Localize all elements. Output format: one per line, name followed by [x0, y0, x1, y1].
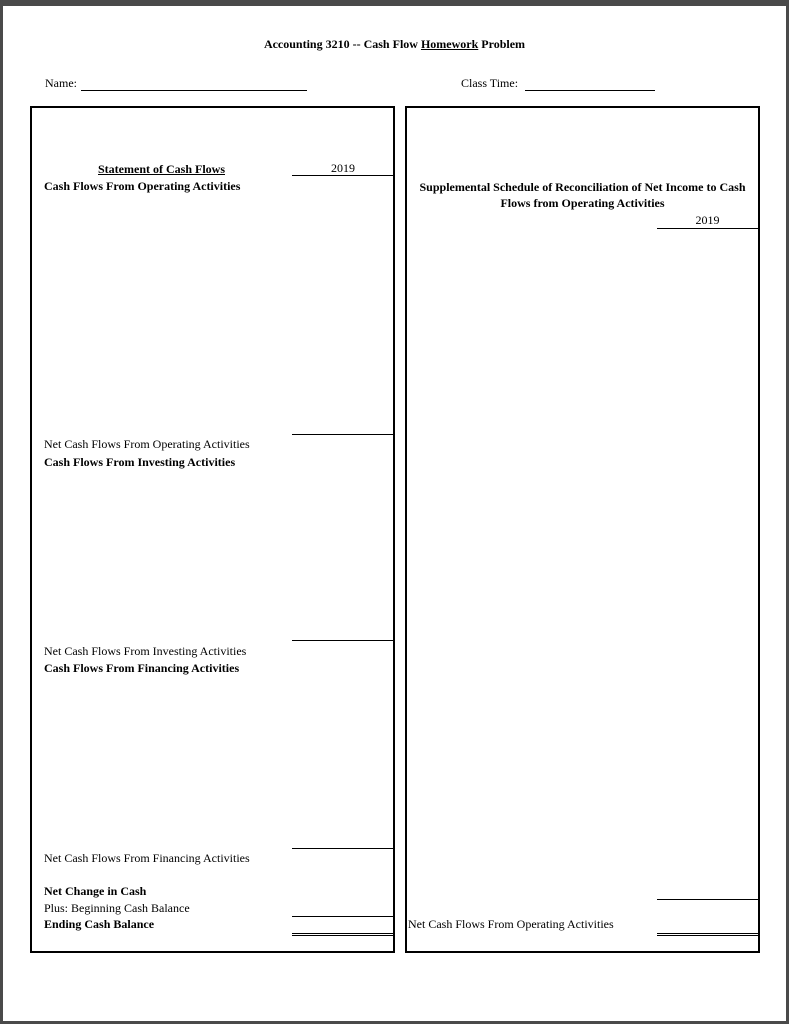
net-change-label: Net Change in Cash — [44, 884, 147, 898]
ending-balance-label: Ending Cash Balance — [44, 917, 155, 931]
title-underlined-word: Homework — [420, 37, 479, 51]
class-time-field[interactable] — [525, 90, 655, 91]
window-left-border — [0, 0, 3, 1024]
window-top-border — [0, 0, 789, 6]
name-label: Name: — [45, 76, 77, 90]
net-financing-label: Net Cash Flows From Financing Activities — [44, 851, 250, 865]
name-field[interactable] — [81, 90, 307, 91]
investing-subtotal-rule — [292, 640, 394, 641]
right-year-header: 2019 — [695, 213, 720, 227]
right-total-double-rule — [657, 933, 760, 936]
financing-subtotal-rule — [292, 848, 394, 849]
title-suffix: Problem — [478, 37, 526, 51]
operating-heading: Cash Flows From Operating Activities — [44, 179, 241, 193]
reconciliation-heading-line1: Supplemental Schedule of Reconciliation of Net Income to Cash — [419, 180, 746, 194]
ending-balance-double-rule — [292, 933, 394, 936]
financing-heading: Cash Flows From Financing Activities — [44, 661, 240, 675]
net-investing-label: Net Cash Flows From Investing Activities — [44, 644, 247, 658]
right-net-operating-label: Net Cash Flows From Operating Activities — [408, 917, 614, 931]
class-time-label: Class Time: — [461, 76, 519, 90]
statement-of-cash-flows-box — [30, 106, 395, 953]
investing-heading: Cash Flows From Investing Activities — [44, 455, 236, 469]
beginning-balance-label: Plus: Beginning Cash Balance — [44, 901, 190, 915]
operating-subtotal-rule — [292, 434, 394, 435]
title-prefix: Accounting 3210 -- Cash Flow — [263, 37, 421, 51]
statement-heading: Statement of Cash Flows — [98, 162, 225, 176]
reconciliation-heading-line2: Flows from Operating Activities — [500, 196, 665, 210]
beginning-balance-rule — [292, 916, 394, 917]
page-title — [0, 37, 789, 52]
left-year-header: 2019 — [331, 161, 355, 175]
net-operating-label: Net Cash Flows From Operating Activities — [44, 437, 250, 451]
reconciliation-subtotal-rule — [657, 899, 760, 900]
right-year-rule — [657, 228, 760, 229]
left-year-rule — [292, 175, 394, 176]
reconciliation-schedule-box — [405, 106, 760, 953]
